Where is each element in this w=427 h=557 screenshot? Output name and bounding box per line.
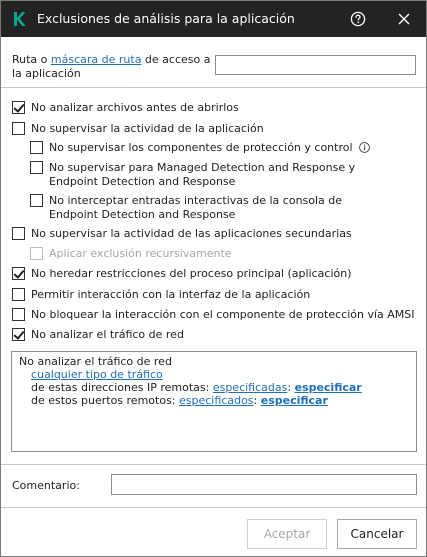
checkbox[interactable] (12, 308, 25, 321)
option-no-block-amsi[interactable] (12, 308, 415, 321)
checkbox[interactable] (30, 194, 43, 207)
traffic-port-separator: : (253, 394, 261, 407)
checkbox[interactable] (12, 288, 25, 301)
dialog-footer (1, 507, 426, 556)
traffic-port-line (19, 394, 409, 407)
option-no-inherit-restrictions[interactable] (12, 267, 352, 280)
help-icon[interactable] (348, 9, 368, 29)
checkbox[interactable] (12, 101, 25, 114)
option-label: No supervisar para Managed Detection and Response y Endpoint Detection and Response (49, 161, 356, 188)
info-icon[interactable] (359, 142, 370, 153)
traffic-port-specify-link[interactable]: especificar (260, 394, 328, 407)
option-no-monitor-activity[interactable] (12, 122, 264, 135)
option-label: No bloquear la interacción con el componente de protección vía AMSI (31, 308, 415, 321)
option-label: No interceptar entradas interactivas de la consola de Endpoint Detection and Response (49, 194, 343, 221)
traffic-type-line (19, 368, 409, 381)
option-no-monitor-mdr-edr[interactable] (30, 161, 390, 189)
checkbox[interactable] (12, 267, 25, 280)
option-label: No supervisar la actividad de las aplicaciones secundarias (31, 227, 352, 240)
traffic-heading: No analizar el tráfico de red (19, 355, 172, 368)
traffic-ip-value-link[interactable]: especificadas (212, 381, 288, 394)
traffic-ip-prefix: de estas direcciones IP remotas: (31, 381, 213, 394)
option-label: No supervisar la actividad de la aplicación (31, 122, 264, 135)
option-label: No analizar archivos antes de abrirlos (31, 101, 239, 114)
option-label: No supervisar los componentes de protección y control (49, 141, 353, 154)
option-no-scan-traffic[interactable] (12, 328, 184, 341)
option-label: No analizar el tráfico de red (31, 328, 184, 341)
checkbox[interactable] (30, 161, 43, 174)
option-no-monitor-child-apps[interactable] (12, 227, 352, 240)
comment-label: Comentario: (12, 479, 80, 492)
traffic-detail-box (11, 351, 417, 452)
accept-button[interactable]: Aceptar (247, 519, 327, 549)
checkbox[interactable] (30, 247, 43, 260)
option-label: Permitir interacción con la interfaz de la aplicación (31, 288, 311, 301)
close-icon[interactable] (394, 9, 414, 29)
checkbox[interactable] (12, 122, 25, 135)
option-allow-ui-interaction[interactable] (12, 288, 310, 301)
checkbox[interactable] (30, 141, 43, 154)
comment-input[interactable] (111, 474, 417, 495)
path-label-suffix: de acceso a la aplicación (12, 53, 211, 80)
traffic-port-prefix: de estos puertos remotos: (31, 394, 180, 407)
option-label: Aplicar exclusión recursivamente (49, 247, 232, 260)
traffic-port-value-link[interactable]: especificados (179, 394, 254, 407)
traffic-ip-specify-link[interactable]: especificar (294, 381, 362, 394)
traffic-ip-line (19, 381, 409, 394)
option-no-scan-files[interactable] (12, 101, 239, 114)
title-bar (1, 1, 426, 37)
cancel-button[interactable]: Cancelar (337, 519, 417, 549)
option-no-monitor-components[interactable] (30, 141, 370, 154)
path-input[interactable] (215, 55, 416, 75)
traffic-type-link[interactable]: cualquier tipo de tráfico (31, 368, 163, 381)
kaspersky-logo-icon (11, 11, 27, 27)
path-label-prefix: Ruta o (12, 53, 51, 66)
window-title: Exclusiones de análisis para la aplicación (37, 11, 295, 26)
option-label: No heredar restricciones del proceso principal (aplicación) (31, 267, 352, 280)
traffic-ip-separator: : (287, 381, 295, 394)
option-apply-recursively[interactable] (30, 247, 232, 260)
checkbox[interactable] (12, 227, 25, 240)
divider (1, 464, 426, 465)
path-label (12, 53, 212, 81)
checkbox[interactable] (12, 328, 25, 341)
divider (1, 87, 426, 88)
option-no-intercept-edr-console[interactable] (30, 194, 390, 222)
path-mask-link[interactable]: máscara de ruta (50, 53, 142, 66)
